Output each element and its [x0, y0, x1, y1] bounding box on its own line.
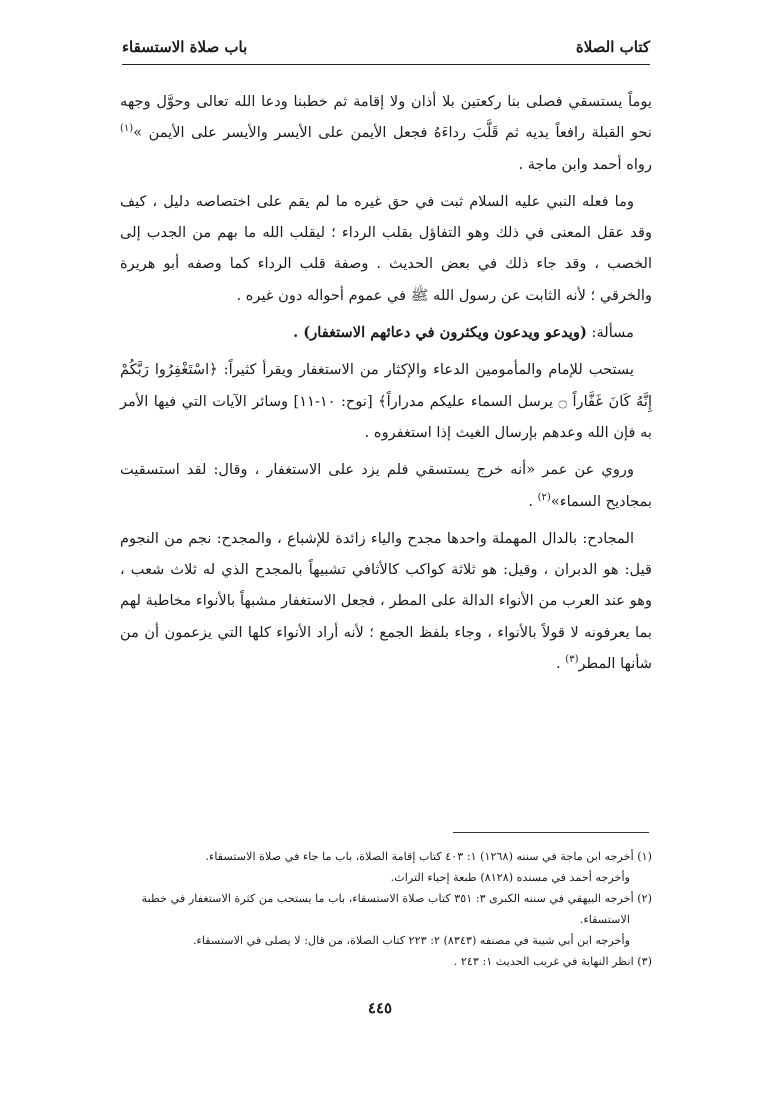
paragraph-text-end: رواه أحمد وابن ماجة . [518, 155, 652, 173]
paragraph-text: يوماً يستسقي فصلى بنا ركعتين بلا أذان ولا إقامة ثم خطبنا ودعا الله تعالى وحوَّل وجهه نحو القبلة رافعاً يديه ثم قَلَّبَ رداءَهُ فجعل الأيمن على الأيسر والأيسر على الأيمن » [120, 93, 652, 142]
main-text [120, 86, 652, 679]
masala-text: (ويدعو ويدعون ويكثرون في دعائهم الاستغفار) . [293, 324, 587, 342]
footnotes [120, 846, 652, 972]
footnote-separator [453, 832, 649, 833]
paragraph-hadith [120, 86, 652, 180]
footnote-2-continued: وأخرجه ابن أبي شيبة في مصنفه (٨٣٤٣) ٢: ٢٢٣ كتاب الصلاة، من قال: لا يصلى في الاستسقاء. [193, 934, 630, 947]
footnote-2: (٢) أخرجه البيهقي في سننه الكبرى ٣: ٣٥١ كتاب صلاة الاستسقاء، باب ما يستحب من كثرة الاستغفار في خطبة الاستسقاء. [141, 892, 652, 926]
masala-heading [120, 317, 652, 348]
footnote-1-continued: وأخرجه أحمد في مسنده (٨١٢٨) طبعة إحياء التراث. [390, 871, 630, 884]
footnote-ref-2: (٢) [537, 491, 551, 503]
paragraph-majadih [120, 523, 652, 679]
header-chapter-title: باب صلاة الاستسقاء [122, 38, 248, 56]
footnote-ref-3: (٣) [565, 654, 579, 666]
masala-label: مسألة: [586, 324, 634, 342]
paragraph-text-end: . [556, 655, 566, 673]
page-number: ٤٤٥ [367, 999, 393, 1017]
running-header [122, 36, 650, 65]
paragraph-text-end: . [528, 492, 538, 510]
header-book-title: كتاب الصلاة [575, 38, 650, 56]
paragraph-text: المجادح: بالدال المهملة واحدها مجدح والياء زائدة للإشباع ، والمجدح: نجم من النجوم قيل: هو الدبران ، وقيل: هو ثلاثة كواكب كالأثافي تشبيهاً بالمجدح الذي له ثلاث شعب ، وهو عند العرب من الأنواء الدالة على المطر ، فجعل الاستغفار مشبهاً بالأنواء مخاطبة لهم بما يعرفونه لا قولاً بالأنواء ، وجاء بلفظ الجمع ؛ لأنه أراد الأنواء كلها التي يزعمون أن من شأنها المطر [120, 529, 652, 673]
footnote-3: (٣) انظر النهاية في غريب الحديث ١: ٢٤٣ . [453, 955, 652, 968]
paragraph-umar [120, 454, 652, 517]
paragraph-reasoning: وما فعله النبي عليه السلام ثبت في حق غيره ما لم يقم على اختصاصه دليل ، كيف وقد عقل المعنى في ذلك وهو التفاؤل بقلب الرداء ؛ ليقلب الله ما بهم من الجدب إلى الخصب ، وقد جاء ذلك في بعض الحديث . وصفة قلب الرداء كما وصفه أبو هريرة والخرقي ؛ لأنه الثابت عن رسول الله ﷺ في عموم أحواله دون غيره . [120, 192, 652, 304]
footnote-1: (١) أخرجه ابن ماجة في سننه (١٢٦٨) ١: ٤٠٣ كتاب إقامة الصلاة، باب ما جاء في صلاة الاستسقاء. [205, 850, 652, 863]
footnote-ref-1: (١) [120, 123, 134, 135]
paragraph-text: وروي عن عمر «أنه خرج يستسقي فلم يزد على الاستغفار ، وقال: لقد استسقيت بمجاديح السماء» [120, 461, 652, 510]
paragraph-istighfar: يستحب للإمام والمأمومين الدعاء والإكثار من الاستغفار ويقرأ كثيراً: ﴿اسْتَغْفِرُوا رَبَّكُمْ إِنَّهُ كَانَ غَفَّاراً ۝ يرسل السماء عليكم مدراراً﴾ [نوح: ١٠-١١] وسائر الآيات التي فيها الأمر به فإن الله وعدهم بإرسال الغيث إذا استغفروه . [120, 361, 652, 441]
